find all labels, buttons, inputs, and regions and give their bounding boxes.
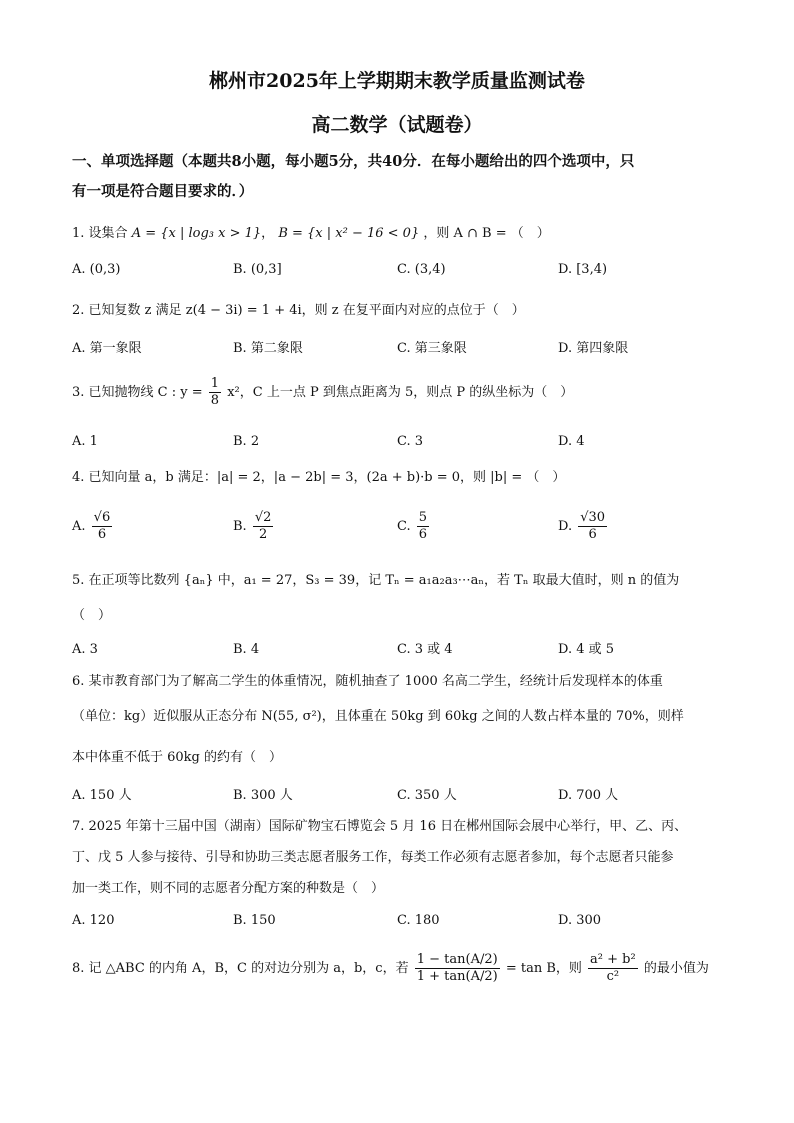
question-4-option-b-denominator: 2 bbox=[258, 527, 268, 542]
question-5-option-d: D. 4 或 5 bbox=[558, 642, 615, 657]
section-heading-line1: 一、单项选择题（本题共8小题，每小题5分，共40分．在每小题给出的四个选项中，只 bbox=[72, 153, 635, 170]
question-4-option-d-numerator: √30 bbox=[580, 510, 606, 525]
question-4-option-a bbox=[72, 510, 114, 543]
question-1-option-a: A. (0,3) bbox=[72, 262, 121, 277]
question-8 bbox=[72, 952, 709, 985]
question-4-option-b bbox=[233, 510, 275, 543]
question-1: 1. 设集合 A = {x | log₃ x > 1}， B = {x | x² − 16 < 0} ，则 A ∩ B = （ ） bbox=[72, 226, 550, 241]
question-4-option-c-numerator: 5 bbox=[418, 510, 428, 525]
question-6-option-d: D. 700 人 bbox=[558, 788, 619, 803]
question-6-option-b: B. 300 人 bbox=[233, 788, 293, 803]
question-6-option-c: C. 350 人 bbox=[397, 788, 457, 803]
question-1-set-a: A = {x | log₃ x > 1} bbox=[131, 226, 262, 241]
question-3-option-b: B. 2 bbox=[233, 434, 260, 449]
question-8-fraction-denominator: 1 + tan(A/2) bbox=[416, 969, 498, 984]
page-subtitle: 高二数学（试题卷） bbox=[311, 114, 483, 136]
question-3-fraction-numerator: 1 bbox=[210, 376, 220, 391]
section-heading-line2: 有一项是符合题目要求的．） bbox=[72, 183, 254, 200]
question-7-option-c: C. 180 bbox=[397, 913, 440, 928]
question-3-option-c: C. 3 bbox=[397, 434, 424, 449]
question-3 bbox=[72, 376, 573, 409]
question-7-option-b: B. 150 bbox=[233, 913, 276, 928]
question-8-fraction-2-denominator: c² bbox=[606, 969, 620, 984]
question-4-option-a-numerator: √6 bbox=[93, 510, 111, 525]
question-2-option-c: C. 第三象限 bbox=[397, 341, 467, 356]
question-4-option-d bbox=[558, 510, 609, 543]
question-4-option-a-label: A. bbox=[72, 519, 86, 534]
question-5-line1: 5. 在正项等比数列 {aₙ} 中，a₁ = 27，S₃ = 39，记 Tₙ = a₁a₂a₃⋯aₙ，若 Tₙ 取最大值时，则 n 的值为 bbox=[72, 573, 680, 588]
question-4-option-b-label: B. bbox=[233, 519, 247, 534]
question-1-option-c: C. (3,4) bbox=[397, 262, 446, 277]
question-1-set-b: B = {x | x² − 16 < 0} bbox=[278, 226, 420, 241]
question-3-prefix: 3. 已知抛物线 C : y = bbox=[72, 385, 203, 400]
question-1-prefix: 1. 设集合 bbox=[72, 226, 128, 241]
question-1-option-d: D. [3,4) bbox=[558, 262, 608, 277]
question-5-option-a: A. 3 bbox=[72, 642, 98, 657]
question-6-line1: 6. 某市教育部门为了解高二学生的体重情况，随机抽查了 1000 名高二学生，经统计后发现样本的体重 bbox=[72, 674, 663, 689]
question-4-option-c-denominator: 6 bbox=[418, 527, 428, 542]
question-6-line3: 本中体重不低于 60kg 的约有（ ） bbox=[72, 750, 283, 765]
question-2-option-b: B. 第二象限 bbox=[233, 341, 303, 356]
question-8-fraction-2-numerator: a² + b² bbox=[590, 952, 636, 967]
question-2-option-a: A. 第一象限 bbox=[72, 341, 142, 356]
question-8-prefix: 8. 记 △ABC 的内角 A，B，C 的对边分别为 a，b，c，若 bbox=[72, 961, 409, 976]
page-title: 郴州市2025年上学期期末教学质量监测试卷 bbox=[209, 70, 585, 92]
question-4-option-c bbox=[397, 510, 431, 543]
question-8-fraction bbox=[415, 952, 500, 985]
question-8-fraction-2 bbox=[588, 952, 638, 985]
question-7-option-d: D. 300 bbox=[558, 913, 602, 928]
question-2-option-d: D. 第四象限 bbox=[558, 341, 629, 356]
question-4-option-d-label: D. bbox=[558, 519, 573, 534]
question-3-fraction-denominator: 8 bbox=[210, 393, 220, 408]
question-5-line2: （ ） bbox=[72, 608, 112, 623]
question-6-line2: （单位：kg）近似服从正态分布 N(55, σ²)，且体重在 50kg 到 60kg 之间的人数占样本量的 70%，则样 bbox=[72, 709, 684, 724]
question-7-line3: 加一类工作，则不同的志愿者分配方案的种数是（ ） bbox=[72, 881, 385, 896]
question-3-suffix: x²，C 上一点 P 到焦点距离为 5，则点 P 的纵坐标为（ ） bbox=[227, 385, 574, 400]
question-1-option-b: B. (0,3] bbox=[233, 262, 282, 277]
question-4-option-c-label: C. bbox=[397, 519, 411, 534]
question-3-fraction bbox=[209, 376, 221, 409]
question-7-line2: 丁、戊 5 人参与接待、引导和协助三类志愿者服务工作，每类工作必须有志愿者参加，每个志愿者只能参 bbox=[72, 850, 674, 865]
question-8-middle: = tan B，则 bbox=[505, 961, 582, 976]
question-1-suffix: ，则 A ∩ B = （ ） bbox=[423, 226, 550, 241]
question-4-option-a-denominator: 6 bbox=[97, 527, 107, 542]
question-4-option-d-denominator: 6 bbox=[588, 527, 597, 542]
question-3-option-d: D. 4 bbox=[558, 434, 585, 449]
question-5-option-b: B. 4 bbox=[233, 642, 260, 657]
question-8-suffix: 的最小值为 bbox=[643, 961, 709, 976]
question-4-text: 4. 已知向量 a，b 满足：|a| = 2，|a − 2b| = 3，(2a + b)·b = 0，则 |b| = （ ） bbox=[72, 470, 566, 485]
question-4-option-b-numerator: √2 bbox=[254, 510, 272, 525]
question-3-option-a: A. 1 bbox=[72, 434, 98, 449]
question-8-fraction-numerator: 1 − tan(A/2) bbox=[416, 952, 498, 967]
question-5-option-c: C. 3 或 4 bbox=[397, 642, 453, 657]
question-6-option-a: A. 150 人 bbox=[72, 788, 132, 803]
question-7-option-a: A. 120 bbox=[72, 913, 115, 928]
question-2-text: 2. 已知复数 z 满足 z(4 − 3i) = 1 + 4i，则 z 在复平面内对应的点位于（ ） bbox=[72, 303, 525, 318]
question-7-line1: 7. 2025 年第十三届中国（湖南）国际矿物宝石博览会 5 月 16 日在郴州国际会展中心举行，甲、乙、丙、 bbox=[72, 819, 688, 834]
